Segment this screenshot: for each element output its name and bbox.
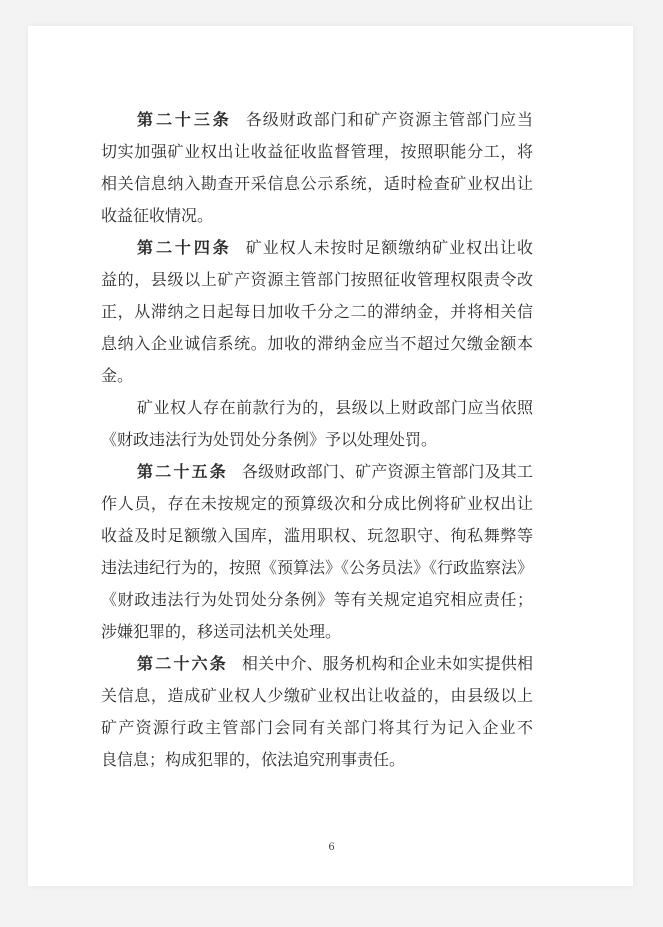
document-body: [101, 104, 533, 776]
text-line: 良信息；构成犯罪的，依法追究刑事责任。: [101, 750, 406, 769]
article-heading: 第二十三条: [137, 110, 232, 129]
text-line: 违法违纪行为的，按照《预算法》《公务员法》《行政监察法》: [101, 558, 534, 577]
article-heading: 第二十四条: [137, 238, 232, 257]
article-heading: 第二十六条: [137, 654, 228, 673]
text-line: 金。: [101, 366, 134, 385]
text-line: 涉嫌犯罪的，移送司法机关处理。: [101, 622, 342, 641]
text-line: 第二十三条 各级财政部门和矿产资源主管部门应当: [137, 110, 533, 129]
text-line: 收益征收情况。: [101, 206, 214, 225]
text-line: 益的，县级以上矿产资源主管部门按照征收管理权限责令改: [101, 270, 533, 289]
text-line: 矿产资源行政主管部门会同有关部门将其行为记入企业不: [101, 718, 533, 737]
text-line: 作人员，存在未按规定的预算级次和分成比例将矿业权出让: [101, 494, 533, 513]
text-line: 切实加强矿业权出让收益征收监督管理，按照职能分工，将: [101, 142, 533, 161]
text-line: 第二十六条 相关中介、服务机构和企业未如实提供相: [137, 654, 533, 673]
text-line: 关信息，造成矿业权人少缴矿业权出让收益的，由县级以上: [101, 686, 533, 705]
text-line: 《财政违法行为处罚处分条例》等有关规定追究相应责任；: [101, 590, 533, 609]
article-heading: 第二十五条: [137, 462, 228, 481]
text-line: 《财政违法行为处罚处分条例》予以处理处罚。: [101, 430, 438, 449]
page-number: 6: [328, 842, 335, 853]
text-line: 矿业权人存在前款行为的，县级以上财政部门应当依照: [137, 398, 533, 417]
text-line: 正，从滞纳之日起每日加收千分之二的滞纳金，并将相关信: [101, 302, 533, 321]
text-line: 收益及时足额缴入国库，滥用职权、玩忽职守、徇私舞弊等: [101, 526, 533, 545]
text-line: 第二十五条 各级财政部门、矿产资源主管部门及其工: [137, 462, 533, 481]
text-line: 第二十四条 矿业权人未按时足额缴纳矿业权出让收: [137, 238, 533, 257]
text-line: 相关信息纳入勘查开采信息公示系统，适时检查矿业权出让: [101, 174, 533, 193]
text-line: 息纳入企业诚信系统。加收的滞纳金应当不超过欠缴金额本: [101, 334, 533, 353]
